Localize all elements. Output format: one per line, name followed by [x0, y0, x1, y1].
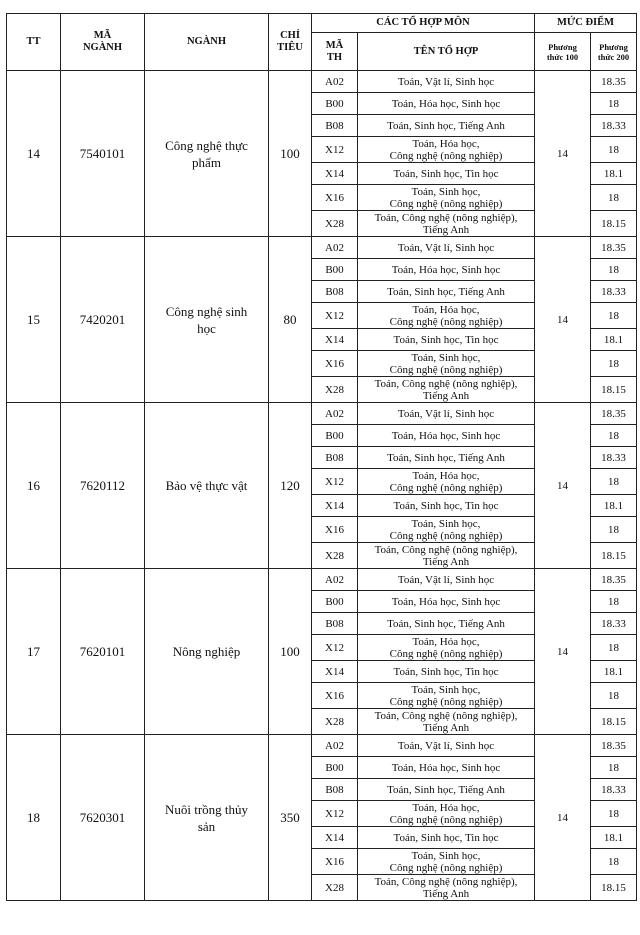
major-name-line: Nuôi trồng thủy — [164, 801, 249, 817]
combo-name-line: Tiếng Anh — [422, 887, 470, 900]
combo-name — [358, 591, 535, 613]
score-method-200: 18.33 — [591, 115, 637, 137]
combo-name-line: Toán, Sinh học, Tin học — [393, 333, 499, 346]
combo-name-line: Toán, Hóa học, — [412, 469, 480, 482]
header-major-code-line: MÃ — [93, 30, 112, 41]
header-method-200-line: thức 200 — [597, 51, 630, 62]
combo-code: B00 — [312, 757, 358, 779]
combo-name-line: Toán, Vật lí, Sinh học — [397, 739, 495, 752]
combo-code: X14 — [312, 495, 358, 517]
combo-name — [358, 801, 535, 827]
combo-name — [358, 757, 535, 779]
score-method-100: 14 — [535, 71, 591, 237]
header-major-code-line: NGÀNH — [82, 42, 123, 53]
major-quota: 80 — [269, 237, 312, 403]
combo-name-line: Công nghệ (nông nghiệp) — [389, 149, 503, 162]
combo-name-line: Công nghệ (nông nghiệp) — [389, 315, 503, 328]
score-method-200: 18 — [591, 801, 637, 827]
major-name — [145, 403, 269, 569]
header-method-200 — [591, 33, 637, 71]
score-method-200: 18 — [591, 185, 637, 211]
row-number: 14 — [7, 71, 61, 237]
combo-name — [358, 377, 535, 403]
combo-code: A02 — [312, 237, 358, 259]
score-method-100: 14 — [535, 403, 591, 569]
header-major-code — [61, 14, 145, 71]
score-method-200: 18.15 — [591, 875, 637, 901]
combo-name-line: Toán, Sinh học, Tin học — [393, 665, 499, 678]
combo-code: X12 — [312, 137, 358, 163]
header-combo-name: TÊN TỔ HỢP — [358, 33, 535, 71]
combo-code: X12 — [312, 469, 358, 495]
row-number: 16 — [7, 403, 61, 569]
score-method-200: 18 — [591, 137, 637, 163]
major-code: 7540101 — [61, 71, 145, 237]
score-method-200: 18 — [591, 849, 637, 875]
major-name — [145, 569, 269, 735]
combo-code: X28 — [312, 377, 358, 403]
header-combo-code-line: TH — [326, 51, 343, 63]
score-method-200: 18 — [591, 757, 637, 779]
combo-name-line: Toán, Vật lí, Sinh học — [397, 241, 495, 254]
major-code: 7620101 — [61, 569, 145, 735]
combo-name-line: Công nghệ (nông nghiệp) — [389, 695, 503, 708]
combo-name-line: Công nghệ (nông nghiệp) — [389, 197, 503, 210]
score-method-100: 14 — [535, 237, 591, 403]
header-major-name: NGÀNH — [145, 14, 269, 71]
major-quota: 120 — [269, 403, 312, 569]
major-name — [145, 237, 269, 403]
score-method-200: 18.35 — [591, 569, 637, 591]
major-name-line: Công nghệ sinh — [165, 303, 248, 319]
major-quota: 100 — [269, 569, 312, 735]
combo-name-line: Toán, Sinh học, — [411, 517, 481, 530]
score-method-200: 18.15 — [591, 709, 637, 735]
combo-code: X16 — [312, 849, 358, 875]
combo-name — [358, 329, 535, 351]
combo-code: X16 — [312, 683, 358, 709]
header-combo-code-line: MÃ — [325, 39, 344, 51]
combo-code: X12 — [312, 801, 358, 827]
combo-name-line: Toán, Hóa học, — [412, 137, 480, 150]
combo-name-line: Tiếng Anh — [422, 389, 470, 402]
major-name-line: Bảo vệ thực vật — [165, 478, 248, 493]
combo-code: B00 — [312, 425, 358, 447]
combo-name-line: Công nghệ (nông nghiệp) — [389, 363, 503, 376]
combo-code: A02 — [312, 569, 358, 591]
combo-name — [358, 495, 535, 517]
header-method-100 — [535, 33, 591, 71]
combo-name-line: Toán, Sinh học, Tin học — [393, 167, 499, 180]
score-method-200: 18.15 — [591, 377, 637, 403]
combo-code: A02 — [312, 735, 358, 757]
combo-name — [358, 447, 535, 469]
combo-name-line: Toán, Vật lí, Sinh học — [397, 407, 495, 420]
score-method-200: 18 — [591, 683, 637, 709]
combo-name — [358, 469, 535, 495]
major-code: 7420201 — [61, 237, 145, 403]
table-body — [7, 71, 637, 901]
combo-code: X12 — [312, 303, 358, 329]
table-row — [7, 569, 637, 591]
combo-code: X14 — [312, 827, 358, 849]
score-method-200: 18 — [591, 591, 637, 613]
score-method-200: 18.1 — [591, 163, 637, 185]
header-quota-line: TIÊU — [277, 42, 303, 53]
combo-code: B08 — [312, 779, 358, 801]
major-name-line: phẩm — [192, 154, 221, 170]
combo-name — [358, 517, 535, 543]
combo-name — [358, 137, 535, 163]
combo-name — [358, 259, 535, 281]
combo-code: X14 — [312, 661, 358, 683]
combo-code: A02 — [312, 403, 358, 425]
combo-name — [358, 827, 535, 849]
header-method-100-line: thức 100 — [546, 51, 579, 62]
score-method-200: 18.35 — [591, 237, 637, 259]
combo-name — [358, 71, 535, 93]
combo-name — [358, 115, 535, 137]
combo-code: B08 — [312, 613, 358, 635]
combo-name — [358, 543, 535, 569]
combo-name — [358, 425, 535, 447]
major-code: 7620112 — [61, 403, 145, 569]
combo-name — [358, 351, 535, 377]
major-name — [145, 71, 269, 237]
combo-name-line: Công nghệ (nông nghiệp) — [389, 481, 503, 494]
combo-name-line: Toán, Hóa học, — [412, 801, 480, 814]
combo-name — [358, 849, 535, 875]
combo-name — [358, 237, 535, 259]
header-tt: TT — [7, 14, 61, 71]
table-row — [7, 735, 637, 757]
combo-name-line: Toán, Sinh học, Tiếng Anh — [387, 617, 505, 630]
combo-name — [358, 185, 535, 211]
combo-name-line: Toán, Hóa học, Sinh học — [391, 761, 501, 774]
row-number: 15 — [7, 237, 61, 403]
combo-name — [358, 735, 535, 757]
row-number: 18 — [7, 735, 61, 901]
combo-name-line: Toán, Sinh học, Tin học — [393, 831, 499, 844]
combo-name-line: Toán, Hóa học, Sinh học — [391, 263, 501, 276]
combo-name-line: Toán, Công nghệ (nông nghiệp), — [374, 709, 518, 722]
combo-name-line: Toán, Sinh học, Tiếng Anh — [387, 119, 505, 132]
major-name — [145, 735, 269, 901]
score-method-200: 18.1 — [591, 661, 637, 683]
combo-name — [358, 93, 535, 115]
combo-code: X28 — [312, 875, 358, 901]
major-name-line: Công nghệ thực — [165, 137, 248, 153]
combo-code: X16 — [312, 185, 358, 211]
major-quota: 350 — [269, 735, 312, 901]
score-method-200: 18 — [591, 351, 637, 377]
combo-name-line: Toán, Công nghệ (nông nghiệp), — [374, 875, 518, 888]
header-method-200-line: Phương — [599, 41, 628, 52]
combo-name-line: Toán, Sinh học, Tiếng Anh — [387, 451, 505, 464]
combo-name — [358, 403, 535, 425]
combo-name — [358, 211, 535, 237]
combo-name-line: Công nghệ (nông nghiệp) — [389, 647, 503, 660]
combo-code: B00 — [312, 93, 358, 115]
combo-code: X28 — [312, 709, 358, 735]
combo-code: X28 — [312, 543, 358, 569]
header-quota — [269, 14, 312, 71]
combo-name-line: Toán, Sinh học, — [411, 849, 481, 862]
table-row — [7, 71, 637, 93]
score-method-200: 18.33 — [591, 447, 637, 469]
score-method-200: 18.1 — [591, 495, 637, 517]
combo-name-line: Toán, Hóa học, — [412, 303, 480, 316]
combo-name — [358, 569, 535, 591]
combo-name-line: Toán, Hóa học, Sinh học — [391, 97, 501, 110]
score-method-200: 18 — [591, 517, 637, 543]
combo-name-line: Toán, Hóa học, — [412, 635, 480, 648]
combo-name-line: Toán, Công nghệ (nông nghiệp), — [374, 543, 518, 556]
combo-name-line: Toán, Vật lí, Sinh học — [397, 75, 495, 88]
combo-name-line: Toán, Sinh học, Tiếng Anh — [387, 783, 505, 796]
header-quota-line: CHỈ — [280, 30, 300, 41]
score-method-200: 18.1 — [591, 827, 637, 849]
combo-code: X14 — [312, 163, 358, 185]
score-method-200: 18 — [591, 469, 637, 495]
header-score-levels: MỨC ĐIỂM — [535, 14, 637, 33]
major-code: 7620301 — [61, 735, 145, 901]
combo-code: B08 — [312, 447, 358, 469]
header-method-100-line: Phương — [548, 41, 577, 52]
score-method-200: 18 — [591, 635, 637, 661]
score-method-100: 14 — [535, 735, 591, 901]
table-header — [7, 14, 637, 71]
combo-name-line: Toán, Sinh học, Tin học — [393, 499, 499, 512]
combo-name — [358, 635, 535, 661]
score-method-200: 18 — [591, 93, 637, 115]
combo-name-line: Toán, Sinh học, — [411, 683, 481, 696]
score-method-200: 18.33 — [591, 779, 637, 801]
combo-code: B00 — [312, 591, 358, 613]
combo-code: X28 — [312, 211, 358, 237]
header-combo-code — [312, 33, 358, 71]
combo-code: B00 — [312, 259, 358, 281]
combo-code: B08 — [312, 281, 358, 303]
combo-name-line: Toán, Công nghệ (nông nghiệp), — [374, 377, 518, 390]
combo-name — [358, 303, 535, 329]
score-method-200: 18.33 — [591, 281, 637, 303]
table-row — [7, 403, 637, 425]
admission-score-table — [6, 13, 637, 901]
combo-code: X12 — [312, 635, 358, 661]
row-number: 17 — [7, 569, 61, 735]
score-method-200: 18 — [591, 259, 637, 281]
score-method-200: 18.35 — [591, 71, 637, 93]
combo-name-line: Toán, Sinh học, — [411, 351, 481, 364]
major-name-line: học — [197, 320, 216, 336]
combo-name-line: Công nghệ (nông nghiệp) — [389, 529, 503, 542]
combo-name-line: Công nghệ (nông nghiệp) — [389, 861, 503, 874]
table-row — [7, 237, 637, 259]
combo-name — [358, 683, 535, 709]
score-method-200: 18.1 — [591, 329, 637, 351]
combo-name — [358, 709, 535, 735]
major-name-line: Nông nghiệp — [172, 644, 241, 659]
combo-name — [358, 779, 535, 801]
combo-name-line: Toán, Sinh học, Tiếng Anh — [387, 285, 505, 298]
combo-name — [358, 163, 535, 185]
major-quota: 100 — [269, 71, 312, 237]
combo-name-line: Toán, Sinh học, — [411, 185, 481, 198]
combo-name-line: Tiếng Anh — [422, 721, 470, 734]
combo-name-line: Tiếng Anh — [422, 223, 470, 236]
combo-name-line: Toán, Hóa học, Sinh học — [391, 429, 501, 442]
combo-code: X16 — [312, 517, 358, 543]
combo-name-line: Tiếng Anh — [422, 555, 470, 568]
combo-name-line: Toán, Vật lí, Sinh học — [397, 573, 495, 586]
score-method-200: 18.35 — [591, 403, 637, 425]
combo-name-line: Toán, Công nghệ (nông nghiệp), — [374, 211, 518, 224]
combo-name-line: Công nghệ (nông nghiệp) — [389, 813, 503, 826]
combo-code: A02 — [312, 71, 358, 93]
score-method-200: 18.35 — [591, 735, 637, 757]
major-name-line: sản — [197, 818, 216, 834]
combo-name — [358, 281, 535, 303]
combo-name — [358, 661, 535, 683]
combo-code: X14 — [312, 329, 358, 351]
combo-code: X16 — [312, 351, 358, 377]
combo-name — [358, 875, 535, 901]
score-method-200: 18.15 — [591, 211, 637, 237]
header-subject-combinations: CÁC TỔ HỢP MÔN — [312, 14, 535, 33]
score-method-200: 18.33 — [591, 613, 637, 635]
score-method-200: 18 — [591, 425, 637, 447]
admission-score-sheet — [6, 13, 636, 901]
score-method-100: 14 — [535, 569, 591, 735]
score-method-200: 18.15 — [591, 543, 637, 569]
combo-name — [358, 613, 535, 635]
combo-code: B08 — [312, 115, 358, 137]
score-method-200: 18 — [591, 303, 637, 329]
combo-name-line: Toán, Hóa học, Sinh học — [391, 595, 501, 608]
